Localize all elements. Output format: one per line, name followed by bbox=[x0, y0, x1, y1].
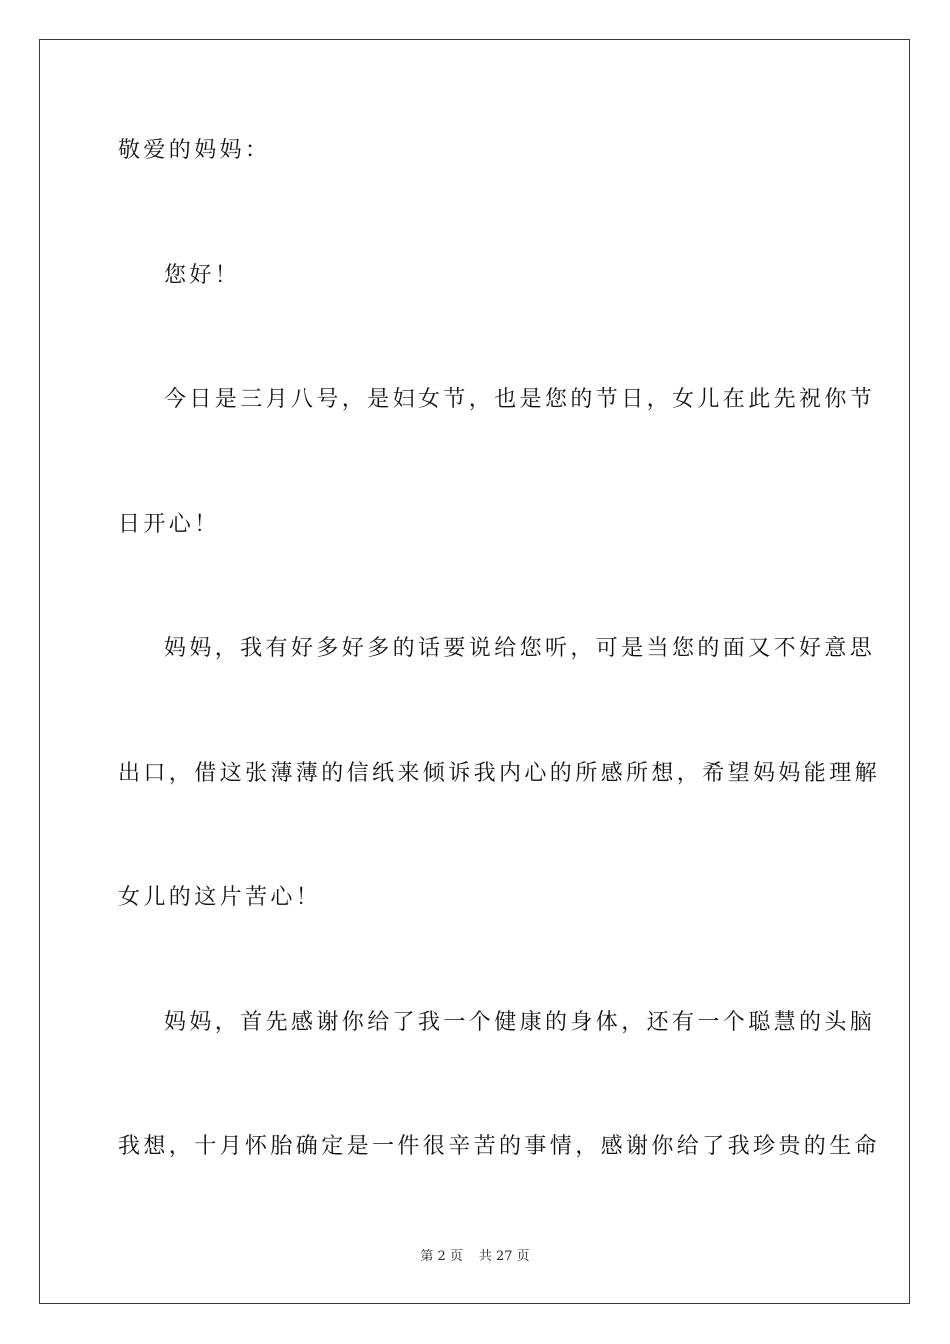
letter-line: 妈妈，首先感谢你给了我一个健康的身体，还有一个聪慧的头脑 bbox=[164, 1010, 876, 1035]
letter-line: 日开心！ bbox=[118, 512, 220, 537]
letter-line: 妈妈，我有好多好多的话要说给您听，可是当您的面又不好意思 bbox=[164, 636, 876, 661]
letter-line: 我想，十月怀胎确定是一件很辛苦的事情，感谢你给了我珍贵的生命 bbox=[118, 1134, 881, 1159]
letter-line: 出口，借这张薄薄的信纸来倾诉我内心的所感所想，希望妈妈能理解 bbox=[118, 761, 881, 786]
letter-line: 女儿的这片苦心！ bbox=[118, 885, 322, 910]
letter-line: 今日是三月八号，是妇女节，也是您的节日，女儿在此先祝你节 bbox=[164, 387, 876, 412]
page-number: 第 2 页 bbox=[420, 1249, 463, 1264]
page-frame bbox=[39, 39, 910, 1304]
page-total: 共 27 页 bbox=[478, 1249, 530, 1264]
letter-greeting: 您好！ bbox=[164, 263, 241, 288]
page-footer bbox=[0, 1249, 950, 1265]
letter-salutation: 敬爱的妈妈： bbox=[118, 138, 271, 163]
